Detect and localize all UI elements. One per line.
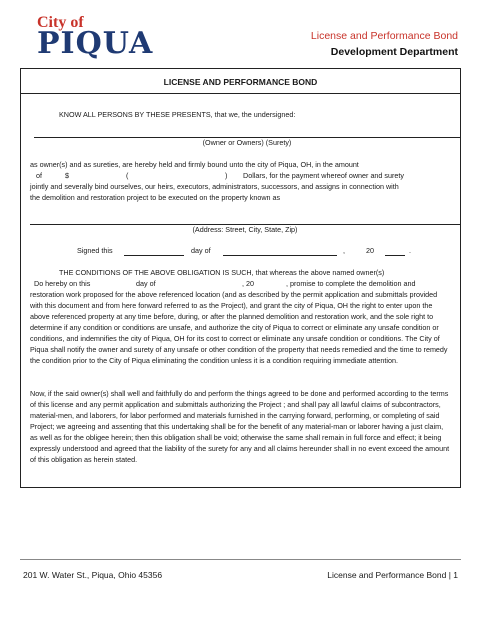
of-label: of xyxy=(36,171,42,180)
footer-page-label: License and Performance Bond | 1 xyxy=(327,570,458,580)
hereby-rest-text: , promise to complete the demolition and xyxy=(286,279,416,288)
signed-year-field[interactable] xyxy=(385,255,405,256)
bind-line-3: jointly and severally bind ourselves, our heirs, executors, administrators, successors, and assigns in connection with xyxy=(30,182,399,191)
hereby-label: Do hereby on this xyxy=(34,279,91,288)
document-header xyxy=(311,30,458,59)
body-paragraph-2: Now, if the said owner(s) shall well and faithfully do and perform the things agreed to be done and performed according to the terms of this license and any permit application and submittals authorizing the Project ; and shall pay all lawful claims of subcontractors, material-men, and laborers, for labor performed and materials furnished in the carrying forward, performing, or completing of said Project; we agreeing and assenting that this undertaking shall be for the benefit of any material-man or laborer having a just claim, as well as for the obligee herein; then this obligation shall be void; otherwise the same shall remain in full force and effect; it being expressly understood and agreed that the liability of the surety for any and all claims hereunder shall in no event exceed the amount of this obligation as herein stated. xyxy=(30,389,450,464)
hereby-year-label: , 20 xyxy=(242,279,254,288)
address-caption: (Address: Street, City, State, Zip) xyxy=(192,225,298,234)
dollars-text: Dollars, for the payment whereof owner and surety xyxy=(243,171,404,180)
footer-divider xyxy=(20,559,461,560)
bind-line-1: as owner(s) and as sureties, are hereby held and firmly bound unto the city of Piqua, OH, in the amount xyxy=(30,160,359,169)
period-mark: . xyxy=(409,246,411,255)
city-logo xyxy=(37,15,153,59)
bond-form xyxy=(20,68,461,488)
hereby-day-of-label: day of xyxy=(136,279,156,288)
header-title: License and Performance Bond xyxy=(310,30,458,42)
owner-caption: (Owner or Owners) (Surety) xyxy=(202,138,292,147)
footer-address: 201 W. Water St., Piqua, Ohio 45356 xyxy=(23,570,163,580)
conditions-text: THE CONDITIONS OF THE ABOVE OBLIGATION IS SUCH, that whereas the above named owner(s) xyxy=(59,268,385,277)
bind-line-4: the demolition and restoration project to be executed on the property known as xyxy=(30,193,281,202)
logo-city-text: City of xyxy=(37,14,84,31)
year-prefix: 20 xyxy=(366,246,374,255)
day-of-label: day of xyxy=(191,246,211,255)
signed-label: Signed this xyxy=(77,246,113,255)
open-paren: ( xyxy=(126,171,129,180)
comma-mark: , xyxy=(343,246,345,255)
signed-month-field[interactable] xyxy=(223,255,337,256)
body-paragraph-1: restoration work proposed for the above referenced location (and as described by the permit application and submittals provided with this document and from here forward referred to as the Project), and grant the city of Piqua, OH the right to enter upon the above referenced property at any time before, during, or after the planned demolition and restoration work, and the sole right to determine if any condition or conditions are unsafe, and authorize the city of Piqua to correct or eliminate any unsafe condition or conditions, and indemnifies the city of Piqua, OH for its cost to correct or eliminate any unsafe condition or conditions. The City of Piqua shall notify the owner and surety of any unsafe or other condition of the property that needs remedied and the time to remedy the condition prior to the City of Piqua eliminating the condition unless it is a condition requiring immediate attention. xyxy=(30,290,448,365)
logo-piqua-text: PIQUA xyxy=(37,26,154,61)
signed-day-field[interactable] xyxy=(124,255,184,256)
form-heading: LICENSE AND PERFORMANCE BOND xyxy=(21,69,460,94)
close-paren: ) xyxy=(225,171,228,180)
header-department: Development Department xyxy=(330,46,458,58)
dollar-sign: $ xyxy=(65,171,69,180)
intro-text: KNOW ALL PERSONS BY THESE PRESENTS, that we, the undersigned: xyxy=(59,110,296,119)
